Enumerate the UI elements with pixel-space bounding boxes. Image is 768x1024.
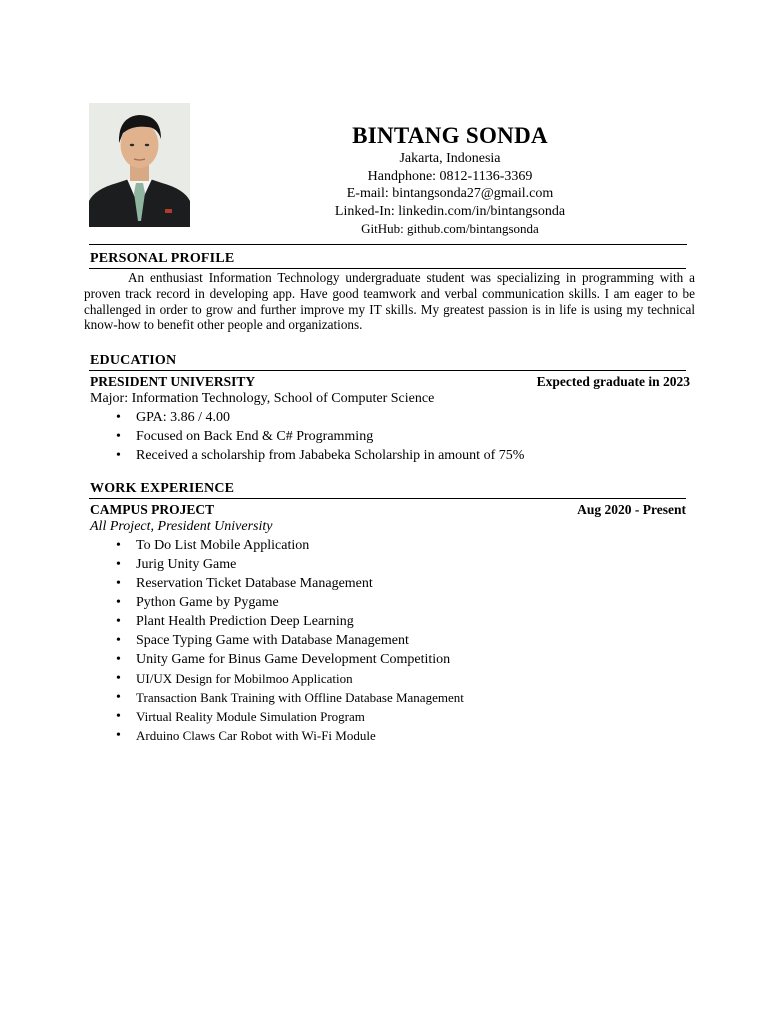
person-name: BINTANG SONDA [352, 123, 548, 148]
education-graduation: Expected graduate in 2023 [536, 374, 690, 389]
work-section-title: WORK EXPERIENCE [90, 481, 235, 496]
list-item: • Python Game by Pygame [90, 593, 464, 612]
list-item: • Space Typing Game with Database Management [90, 631, 464, 650]
list-item: • Arduino Claws Car Robot with Wi-Fi Module [90, 726, 464, 745]
list-item: • Reservation Ticket Database Management [90, 574, 464, 593]
list-item: • GPA: 3.86 / 4.00 [90, 408, 524, 427]
email-text: E-mail: bintangsonda27@gmail.com [346, 186, 554, 202]
work-organization: All Project, President University [90, 519, 273, 534]
work-section-rule [89, 498, 686, 499]
education-school: PRESIDENT UNIVERSITY [90, 374, 256, 389]
list-item: • Virtual Reality Module Simulation Program [90, 707, 464, 726]
education-major: Major: Information Technology, School of Computer Science [90, 391, 435, 406]
list-item: • Received a scholarship from Jababeka Scholarship in amount of 75% [90, 446, 524, 465]
profile-paragraph: An enthusiast Information Technology undergraduate student was specializing in programming with a proven track record in developing app. Have good teamwork and verbal communication skills. I am eager to be challenged in order to grow and further improve my IT skills. My greatest passion is in life is using my technical know-how to benefit other people and organizations. [84, 270, 695, 333]
work-project-list [90, 536, 464, 745]
location-text: Jakarta, Indonesia [399, 151, 501, 166]
list-item: • Unity Game for Binus Game Development Competition [90, 650, 464, 669]
list-item: • Focused on Back End & C# Programming [90, 427, 524, 446]
list-item: • Transaction Bank Training with Offline Database Management [90, 688, 464, 707]
list-item: • UI/UX Design for Mobilmoo Application [90, 669, 464, 688]
work-role: CAMPUS PROJECT [90, 502, 215, 517]
handphone-text: Handphone: 0812-1136-3369 [367, 168, 533, 184]
education-section-rule [89, 370, 686, 371]
education-section-title: EDUCATION [90, 353, 177, 368]
profile-photo-illustration [89, 103, 190, 227]
header-contact-block [280, 122, 620, 238]
list-item: • Jurig Unity Game [90, 555, 464, 574]
list-item: • Plant Health Prediction Deep Learning [90, 612, 464, 631]
profile-section-title: PERSONAL PROFILE [90, 251, 235, 266]
profile-section-rule [89, 268, 686, 269]
profile-photo [89, 103, 190, 227]
linkedin-text: Linked-In: linkedin.com/in/bintangsonda [334, 203, 566, 219]
github-text: GitHub: github.com/bintangsonda [361, 221, 539, 237]
list-item: • To Do List Mobile Application [90, 536, 464, 555]
work-period: Aug 2020 - Present [577, 502, 686, 517]
header-divider [89, 244, 687, 245]
education-list [90, 408, 524, 465]
